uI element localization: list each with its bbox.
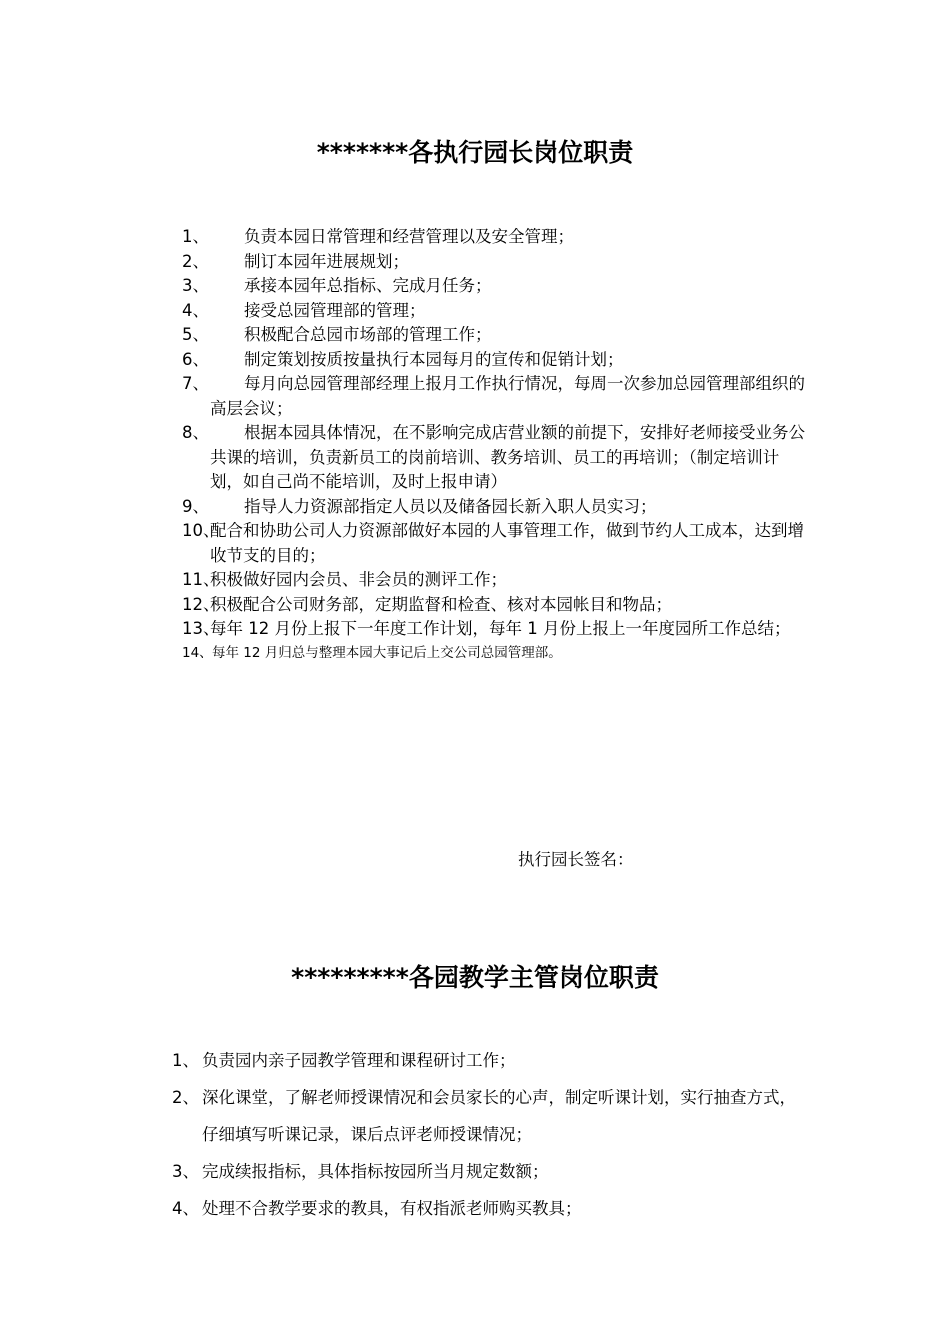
item-text: 处理不合教学要求的教具，有权指派老师购买教具； <box>202 1199 582 1218</box>
item-number: 1、 <box>172 1051 199 1070</box>
list-item <box>182 617 812 642</box>
item-text: 负责园内亲子园教学管理和课程研讨工作； <box>202 1051 516 1070</box>
item-number: 7、 <box>182 374 209 393</box>
item-text: 深化课堂，了解老师授课情况和会员家长的心声，制定听课计划，实行抽查方式，仔细填写听课记录，课后点评老师授课情况； <box>202 1088 796 1144</box>
item-text: 每年 12 月归总与整理本园大事记后上交公司总园管理部。 <box>212 644 562 661</box>
item-text: 积极做好园内会员、非会员的测评工作； <box>210 570 507 589</box>
item-text: 制定策划按质按量执行本园每月的宣传和促销计划； <box>244 349 624 369</box>
section1-title: *******各执行园长岗位职责 <box>316 138 634 167</box>
item-number: 13、 <box>182 619 220 638</box>
item-text: 每年 12 月份上报下一年度工作计划，每年 1 月份上报上一年度园所工作总结； <box>210 619 791 638</box>
list-item <box>172 1190 812 1227</box>
item-number: 4、 <box>172 1199 199 1218</box>
section1-duty-list <box>182 225 812 664</box>
item-number: 3、 <box>172 1162 199 1181</box>
list-item <box>182 642 812 664</box>
item-text: 制订本园年进展规划； <box>244 251 409 271</box>
item-text: 积极配合总园市场部的管理工作； <box>244 325 492 344</box>
item-number: 1、 <box>182 227 209 246</box>
list-item <box>182 495 812 520</box>
item-number: 9、 <box>182 496 209 516</box>
list-item <box>182 225 812 250</box>
item-number: 5、 <box>182 325 209 344</box>
list-item <box>172 1042 812 1079</box>
list-item <box>182 519 812 568</box>
list-item <box>182 568 812 593</box>
item-text: 完成续报指标，具体指标按园所当月规定数额； <box>202 1162 549 1181</box>
item-text: 接受总园管理部的管理； <box>244 300 426 320</box>
list-item <box>182 299 812 324</box>
item-text: 配合和协助公司人力资源部做好本园的人事管理工作，做到节约人工成本，达到增收节支的目的； <box>210 521 804 565</box>
item-number: 4、 <box>182 300 209 320</box>
item-number: 3、 <box>182 276 209 295</box>
item-number: 11、 <box>182 570 220 589</box>
list-item <box>182 372 812 421</box>
item-number: 10、 <box>182 521 220 540</box>
item-text: 承接本园年总指标、完成月任务； <box>244 276 492 295</box>
item-number: 6、 <box>182 349 209 369</box>
item-number: 2、 <box>172 1088 199 1107</box>
item-text: 根据本园具体情况，在不影响完成店营业额的前提下，安排好老师接受业务公共课的培训，负责新员工的岗前培训、教务培训、员工的再培训；（制定培训计划，如自己尚不能培训，及时上报申请） <box>210 423 805 491</box>
item-number: 14、 <box>182 644 213 661</box>
list-item <box>182 348 812 373</box>
item-text: 积极配合公司财务部，定期监督和检查、核对本园帐目和物品； <box>210 594 672 614</box>
item-text: 负责本园日常管理和经营管理以及安全管理； <box>244 227 574 246</box>
section2-duty-list <box>172 1042 812 1227</box>
list-item <box>182 593 812 618</box>
item-number: 8、 <box>182 423 209 442</box>
list-item <box>182 274 812 299</box>
item-text: 指导人力资源部指定人员以及储备园长新入职人员实习； <box>244 496 657 516</box>
list-item <box>172 1079 812 1153</box>
list-item <box>182 250 812 275</box>
item-text: 每月向总园管理部经理上报月工作执行情况，每周一次参加总园管理部组织的高层会议； <box>210 374 805 418</box>
item-number: 2、 <box>182 251 209 271</box>
list-item <box>182 323 812 348</box>
list-item <box>182 421 812 495</box>
signature-label: 执行园长签名： <box>518 850 634 869</box>
section2-title: *********各园教学主管岗位职责 <box>291 963 659 992</box>
item-number: 12、 <box>182 594 220 614</box>
list-item <box>172 1153 812 1190</box>
